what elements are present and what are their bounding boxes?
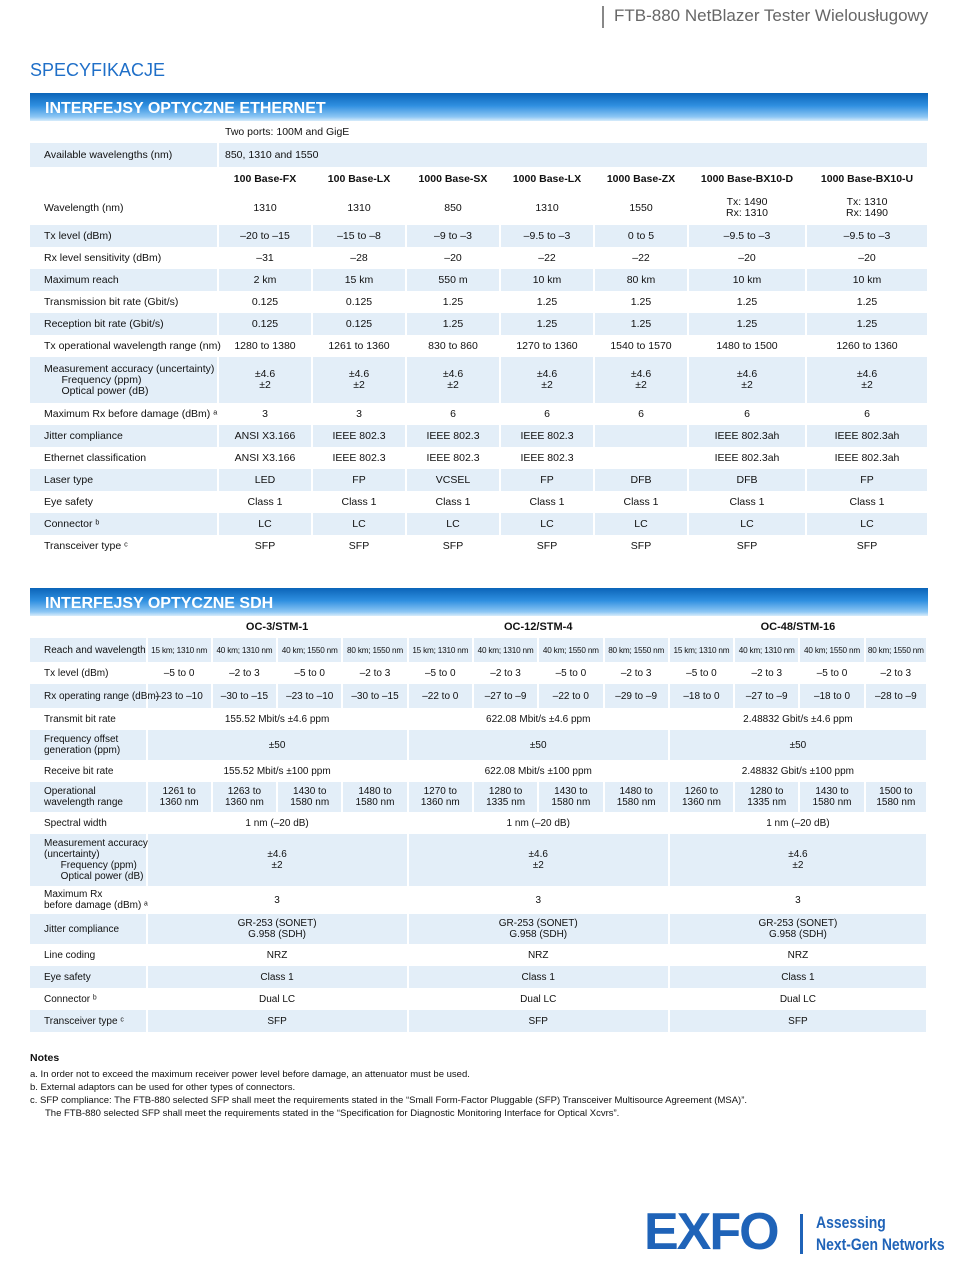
- table-cell: SFP: [408, 1010, 669, 1032]
- table-cell: SFP: [147, 1010, 408, 1032]
- row-label: Transmission bit rate (Gbit/s): [30, 291, 218, 313]
- table-cell: 622.08 Mbit/s ±100 ppm: [408, 760, 669, 782]
- column-header: 1000 Base-ZX: [594, 167, 688, 191]
- table-row: [30, 403, 928, 425]
- table-cell: 1280 to 1335 nm: [473, 782, 538, 812]
- table-cell: ±4.6 ±2: [594, 357, 688, 403]
- table-cell: 40 km; 1310 nm: [212, 638, 277, 662]
- wavelengths-row: [30, 143, 928, 167]
- notes-title: Notes: [30, 1052, 60, 1064]
- table-cell: 0.125: [218, 291, 312, 313]
- table-row: [30, 357, 928, 403]
- empty-cell: [30, 121, 218, 143]
- table-cell: 1280 to 1335 nm: [734, 782, 799, 812]
- table-row: [30, 684, 927, 708]
- table-row: [30, 1010, 927, 1032]
- table-row: [30, 513, 928, 535]
- table-cell: –2 to 3: [342, 662, 407, 684]
- table-cell: –27 to –9: [473, 684, 538, 708]
- table-cell: –5 to 0: [799, 662, 864, 684]
- table-cell: IEEE 802.3ah: [806, 425, 928, 447]
- table-cell: IEEE 802.3: [500, 425, 594, 447]
- sdh-panel-title: INTERFEJSY OPTYCZNE SDH: [30, 588, 928, 616]
- table-row: [30, 291, 928, 313]
- wavelengths-label: Available wavelengths (nm): [30, 143, 218, 167]
- row-label: Maximum reach: [30, 269, 218, 291]
- table-cell: IEEE 802.3: [406, 447, 500, 469]
- table-cell: GR-253 (SONET) G.958 (SDH): [669, 914, 927, 944]
- table-cell: FP: [500, 469, 594, 491]
- table-cell: –5 to 0: [147, 662, 212, 684]
- table-cell: 1480 to 1580 nm: [604, 782, 669, 812]
- table-cell: Class 1: [500, 491, 594, 513]
- table-cell: 1263 to 1360 nm: [212, 782, 277, 812]
- table-cell: 3: [147, 886, 408, 914]
- table-cell: ±4.6 ±2: [806, 357, 928, 403]
- section-label: SPECYFIKACJE: [30, 60, 166, 80]
- table-cell: –5 to 0: [408, 662, 473, 684]
- tagline-line1: Assessing: [816, 1213, 886, 1232]
- row-label: Maximum Rx before damage (dBm) ᵃ: [30, 886, 147, 914]
- table-cell: SFP: [669, 1010, 927, 1032]
- table-cell: –9.5 to –3: [806, 225, 928, 247]
- table-cell: 6: [500, 403, 594, 425]
- table-row: [30, 760, 927, 782]
- table-row: [30, 944, 927, 966]
- row-label: Jitter compliance: [30, 914, 147, 944]
- table-cell: 0.125: [218, 313, 312, 335]
- table-cell: –9.5 to –3: [500, 225, 594, 247]
- table-row: [30, 469, 928, 491]
- table-cell: 1270 to 1360 nm: [408, 782, 473, 812]
- table-cell: 550 m: [406, 269, 500, 291]
- table-cell: IEEE 802.3: [312, 425, 406, 447]
- table-cell: SFP: [312, 535, 406, 557]
- table-cell: 10 km: [806, 269, 928, 291]
- row-label: Eye safety: [30, 491, 218, 513]
- table-cell: 1310: [312, 191, 406, 225]
- table-cell: –27 to –9: [734, 684, 799, 708]
- table-row: [30, 269, 928, 291]
- table-cell: LC: [218, 513, 312, 535]
- row-label: Transmit bit rate: [30, 708, 147, 730]
- table-cell: 1261 to 1360 nm: [147, 782, 212, 812]
- table-cell: 40 km; 1550 nm: [277, 638, 342, 662]
- table-cell: Dual LC: [147, 988, 408, 1010]
- table-row: [30, 425, 928, 447]
- table-cell: 1.25: [688, 291, 806, 313]
- table-cell: 1310: [500, 191, 594, 225]
- table-cell: –2 to 3: [473, 662, 538, 684]
- table-cell: 1550: [594, 191, 688, 225]
- table-cell: SFP: [594, 535, 688, 557]
- table-cell: FP: [806, 469, 928, 491]
- table-cell: –23 to –10: [277, 684, 342, 708]
- table-cell: Dual LC: [669, 988, 927, 1010]
- table-cell: –2 to 3: [865, 662, 927, 684]
- table-cell: 1.25: [806, 313, 928, 335]
- table-cell: 1 nm (–20 dB): [408, 812, 669, 834]
- table-cell: 1260 to 1360 nm: [669, 782, 734, 812]
- table-cell: 1480 to 1500: [688, 335, 806, 357]
- table-cell: SFP: [406, 535, 500, 557]
- table-cell: LC: [312, 513, 406, 535]
- table-cell: IEEE 802.3: [500, 447, 594, 469]
- table-cell: IEEE 802.3ah: [806, 447, 928, 469]
- table-cell: SFP: [688, 535, 806, 557]
- table-cell: 155.52 Mbit/s ±4.6 ppm: [147, 708, 408, 730]
- row-label: Operational wavelength range: [30, 782, 147, 812]
- table-cell: Class 1: [806, 491, 928, 513]
- row-label: Transceiver type ᶜ: [30, 535, 218, 557]
- table-cell: –30 to –15: [342, 684, 407, 708]
- table-cell: –23 to –10: [147, 684, 212, 708]
- table-cell: –29 to –9: [604, 684, 669, 708]
- empty-cell: [30, 167, 218, 191]
- row-label: Rx level sensitivity (dBm): [30, 247, 218, 269]
- table-cell: LC: [500, 513, 594, 535]
- row-label: Measurement accuracy (uncertainty) Frequency (ppm) Optical power (dB): [30, 834, 147, 886]
- note-c-continued: The FTB-880 selected SFP shall meet the requirements stated in the “Specification for Diagnostic Monitoring Interface for Optical Xcvrs”.: [45, 1108, 620, 1119]
- table-cell: –15 to –8: [312, 225, 406, 247]
- table-row: [30, 914, 927, 944]
- table-cell: 15 km: [312, 269, 406, 291]
- table-cell: ±4.6 ±2: [147, 834, 408, 886]
- table-row: [30, 638, 927, 662]
- table-cell: 1270 to 1360: [500, 335, 594, 357]
- table-cell: 1310: [218, 191, 312, 225]
- group-header-row: [30, 616, 927, 638]
- table-cell: ±4.6 ±2: [688, 357, 806, 403]
- table-cell: 622.08 Mbit/s ±4.6 ppm: [408, 708, 669, 730]
- ports-row: [30, 121, 928, 143]
- exfo-logo: EXFO: [644, 1203, 778, 1261]
- table-cell: 850: [406, 191, 500, 225]
- table-cell: 40 km; 1550 nm: [538, 638, 603, 662]
- table-row: [30, 988, 927, 1010]
- table-cell: –5 to 0: [669, 662, 734, 684]
- table-cell: –28: [312, 247, 406, 269]
- table-cell: Class 1: [147, 966, 408, 988]
- column-header: 1000 Base-SX: [406, 167, 500, 191]
- table-cell: –31: [218, 247, 312, 269]
- table-cell: Dual LC: [408, 988, 669, 1010]
- row-label: Wavelength (nm): [30, 191, 218, 225]
- table-cell: ±4.6 ±2: [669, 834, 927, 886]
- note-c: c. SFP compliance: The FTB-880 selected SFP shall meet the requirements stated in the “Small Form-Factor Pluggable (SFP) Transceiver Multisource Agreement (MSA)”.: [30, 1095, 748, 1106]
- table-cell: 10 km: [688, 269, 806, 291]
- table-cell: Tx: 1310 Rx: 1490: [806, 191, 928, 225]
- table-cell: Class 1: [408, 966, 669, 988]
- table-row: [30, 313, 928, 335]
- row-label: Laser type: [30, 469, 218, 491]
- row-label: Reach and wavelength: [30, 638, 147, 662]
- logo-tagline: [816, 1212, 945, 1256]
- table-cell: Tx: 1490 Rx: 1310: [688, 191, 806, 225]
- table-row: [30, 535, 928, 557]
- group-header: OC-48/STM-16: [669, 616, 927, 638]
- table-cell: GR-253 (SONET) G.958 (SDH): [147, 914, 408, 944]
- table-cell: 1280 to 1380: [218, 335, 312, 357]
- table-cell: 1.25: [594, 291, 688, 313]
- table-cell: 3: [408, 886, 669, 914]
- table-cell: 830 to 860: [406, 335, 500, 357]
- table-cell: –5 to 0: [277, 662, 342, 684]
- table-cell: DFB: [688, 469, 806, 491]
- header-divider: [602, 6, 604, 28]
- table-cell: 1.25: [500, 291, 594, 313]
- table-cell: 80 km: [594, 269, 688, 291]
- table-cell: 1.25: [406, 291, 500, 313]
- table-cell: 1430 to 1580 nm: [538, 782, 603, 812]
- column-header: 1000 Base-LX: [500, 167, 594, 191]
- table-cell: 40 km; 1550 nm: [799, 638, 864, 662]
- table-row: [30, 191, 928, 225]
- table-row: [30, 335, 928, 357]
- table-row: [30, 812, 927, 834]
- table-cell: ±4.6 ±2: [408, 834, 669, 886]
- table-cell: –9.5 to –3: [688, 225, 806, 247]
- table-cell: 3: [218, 403, 312, 425]
- table-cell: ANSI X3.166: [218, 425, 312, 447]
- table-cell: 1.25: [688, 313, 806, 335]
- row-label: Frequency offset generation (ppm): [30, 730, 147, 760]
- row-label: Transceiver type ᶜ: [30, 1010, 147, 1032]
- table-cell: Class 1: [688, 491, 806, 513]
- table-cell: 6: [406, 403, 500, 425]
- table-cell: SFP: [218, 535, 312, 557]
- table-cell: SFP: [500, 535, 594, 557]
- table-row: [30, 491, 928, 513]
- table-cell: ±4.6 ±2: [406, 357, 500, 403]
- row-label: Tx operational wavelength range (nm): [30, 335, 218, 357]
- sdh-spec-table: [30, 616, 928, 1032]
- group-header: OC-12/STM-4: [408, 616, 669, 638]
- table-cell: GR-253 (SONET) G.958 (SDH): [408, 914, 669, 944]
- row-label: Reception bit rate (Gbit/s): [30, 313, 218, 335]
- table-cell: DFB: [594, 469, 688, 491]
- table-row: [30, 708, 927, 730]
- table-cell: VCSEL: [406, 469, 500, 491]
- table-cell: 1.25: [806, 291, 928, 313]
- table-cell: Class 1: [669, 966, 927, 988]
- table-cell: 1430 to 1580 nm: [799, 782, 864, 812]
- row-label: Eye safety: [30, 966, 147, 988]
- table-cell: LC: [688, 513, 806, 535]
- table-cell: Class 1: [218, 491, 312, 513]
- table-cell: –30 to –15: [212, 684, 277, 708]
- table-cell: –18 to 0: [669, 684, 734, 708]
- table-cell: 0.125: [312, 291, 406, 313]
- table-cell: –20: [406, 247, 500, 269]
- table-cell: 2.48832 Gbit/s ±100 ppm: [669, 760, 927, 782]
- table-row: [30, 447, 928, 469]
- table-cell: –2 to 3: [734, 662, 799, 684]
- group-header: OC-3/STM-1: [147, 616, 408, 638]
- notes-section: [30, 1052, 747, 1120]
- table-cell: 1 nm (–20 dB): [669, 812, 927, 834]
- table-cell: 1430 to 1580 nm: [277, 782, 342, 812]
- table-row: [30, 225, 928, 247]
- table-cell: 40 km; 1310 nm: [473, 638, 538, 662]
- table-cell: 1 nm (–20 dB): [147, 812, 408, 834]
- column-header-row: [30, 167, 928, 191]
- row-label: Ethernet classification: [30, 447, 218, 469]
- table-cell: [594, 425, 688, 447]
- table-cell: SFP: [806, 535, 928, 557]
- column-header: 1000 Base-BX10-D: [688, 167, 806, 191]
- row-label: Maximum Rx before damage (dBm) ᵃ: [30, 403, 218, 425]
- row-label: Spectral width: [30, 812, 147, 834]
- table-cell: LC: [594, 513, 688, 535]
- empty-cell: [30, 616, 147, 638]
- table-row: [30, 782, 927, 812]
- table-row: [30, 834, 927, 886]
- row-label: Line coding: [30, 944, 147, 966]
- table-cell: ANSI X3.166: [218, 447, 312, 469]
- row-label: Rx operating range (dBm): [30, 684, 147, 708]
- table-cell: 1261 to 1360: [312, 335, 406, 357]
- table-cell: 155.52 Mbit/s ±100 ppm: [147, 760, 408, 782]
- table-cell: 1480 to 1580 nm: [342, 782, 407, 812]
- table-cell: [594, 447, 688, 469]
- row-label: Jitter compliance: [30, 425, 218, 447]
- table-row: [30, 886, 927, 914]
- table-cell: 80 km; 1550 nm: [604, 638, 669, 662]
- wavelengths-value: 850, 1310 and 1550: [218, 143, 928, 167]
- table-cell: NRZ: [147, 944, 408, 966]
- row-label: Connector ᵇ: [30, 513, 218, 535]
- table-cell: IEEE 802.3: [406, 425, 500, 447]
- table-cell: ±50: [408, 730, 669, 760]
- table-cell: ±4.6 ±2: [500, 357, 594, 403]
- table-cell: 80 km; 1550 nm: [342, 638, 407, 662]
- table-cell: ±4.6 ±2: [218, 357, 312, 403]
- table-cell: ±50: [669, 730, 927, 760]
- row-label: Connector ᵇ: [30, 988, 147, 1010]
- table-cell: 1.25: [500, 313, 594, 335]
- table-cell: –20 to –15: [218, 225, 312, 247]
- table-cell: 0.125: [312, 313, 406, 335]
- row-label: Receive bit rate: [30, 760, 147, 782]
- table-cell: 15 km; 1310 nm: [669, 638, 734, 662]
- logo-divider: [800, 1214, 803, 1254]
- table-cell: 80 km; 1550 nm: [865, 638, 927, 662]
- table-cell: IEEE 802.3ah: [688, 447, 806, 469]
- table-cell: –22 to 0: [538, 684, 603, 708]
- table-row: [30, 247, 928, 269]
- table-cell: –22: [500, 247, 594, 269]
- table-cell: IEEE 802.3: [312, 447, 406, 469]
- table-cell: Class 1: [406, 491, 500, 513]
- table-cell: FP: [312, 469, 406, 491]
- table-cell: –22 to 0: [408, 684, 473, 708]
- table-cell: 40 km; 1310 nm: [734, 638, 799, 662]
- table-cell: 6: [688, 403, 806, 425]
- table-cell: 15 km; 1310 nm: [147, 638, 212, 662]
- note-b: b. External adaptors can be used for other types of connectors.: [30, 1082, 296, 1093]
- table-cell: 0 to 5: [594, 225, 688, 247]
- table-cell: –20: [806, 247, 928, 269]
- table-cell: –28 to –9: [865, 684, 927, 708]
- ports-line: Two ports: 100M and GigE: [218, 121, 928, 143]
- table-cell: Class 1: [312, 491, 406, 513]
- table-cell: –20: [688, 247, 806, 269]
- row-label: Tx level (dBm): [30, 662, 147, 684]
- table-cell: 6: [806, 403, 928, 425]
- table-cell: 1540 to 1570: [594, 335, 688, 357]
- table-cell: 1.25: [594, 313, 688, 335]
- table-cell: 3: [669, 886, 927, 914]
- table-cell: LC: [406, 513, 500, 535]
- table-cell: 2 km: [218, 269, 312, 291]
- table-cell: 1500 to 1580 nm: [865, 782, 927, 812]
- table-cell: –22: [594, 247, 688, 269]
- table-cell: 10 km: [500, 269, 594, 291]
- table-cell: LC: [806, 513, 928, 535]
- ethernet-spec-table: [30, 121, 929, 557]
- tagline-line2: Next-Gen Networks: [816, 1235, 945, 1254]
- table-cell: 2.48832 Gbit/s ±4.6 ppm: [669, 708, 927, 730]
- table-cell: –2 to 3: [212, 662, 277, 684]
- table-row: [30, 730, 927, 760]
- row-label: Tx level (dBm): [30, 225, 218, 247]
- table-cell: 1260 to 1360: [806, 335, 928, 357]
- table-row: [30, 662, 927, 684]
- table-cell: NRZ: [669, 944, 927, 966]
- table-cell: –2 to 3: [604, 662, 669, 684]
- table-cell: NRZ: [408, 944, 669, 966]
- column-header: 100 Base-FX: [218, 167, 312, 191]
- document-title: FTB-880 NetBlazer Tester Wielousługowy: [614, 6, 929, 25]
- table-cell: –9 to –3: [406, 225, 500, 247]
- table-cell: 15 km; 1310 nm: [408, 638, 473, 662]
- table-cell: ±4.6 ±2: [312, 357, 406, 403]
- table-cell: LED: [218, 469, 312, 491]
- table-cell: Class 1: [594, 491, 688, 513]
- table-cell: IEEE 802.3ah: [688, 425, 806, 447]
- table-cell: ±50: [147, 730, 408, 760]
- table-cell: 3: [312, 403, 406, 425]
- column-header: 100 Base-LX: [312, 167, 406, 191]
- table-row: [30, 966, 927, 988]
- ethernet-optical-panel: [30, 93, 928, 568]
- table-cell: 1.25: [406, 313, 500, 335]
- table-cell: –5 to 0: [538, 662, 603, 684]
- row-label: Measurement accuracy (uncertainty) Frequency (ppm) Optical power (dB): [30, 357, 218, 403]
- table-cell: 6: [594, 403, 688, 425]
- note-a: a. In order not to exceed the maximum receiver power level before damage, an attenuator must be used.: [30, 1069, 470, 1080]
- ethernet-panel-title: INTERFEJSY OPTYCZNE ETHERNET: [30, 93, 928, 121]
- table-cell: –18 to 0: [799, 684, 864, 708]
- column-header: 1000 Base-BX10-U: [806, 167, 928, 191]
- sdh-optical-panel: [30, 588, 928, 1038]
